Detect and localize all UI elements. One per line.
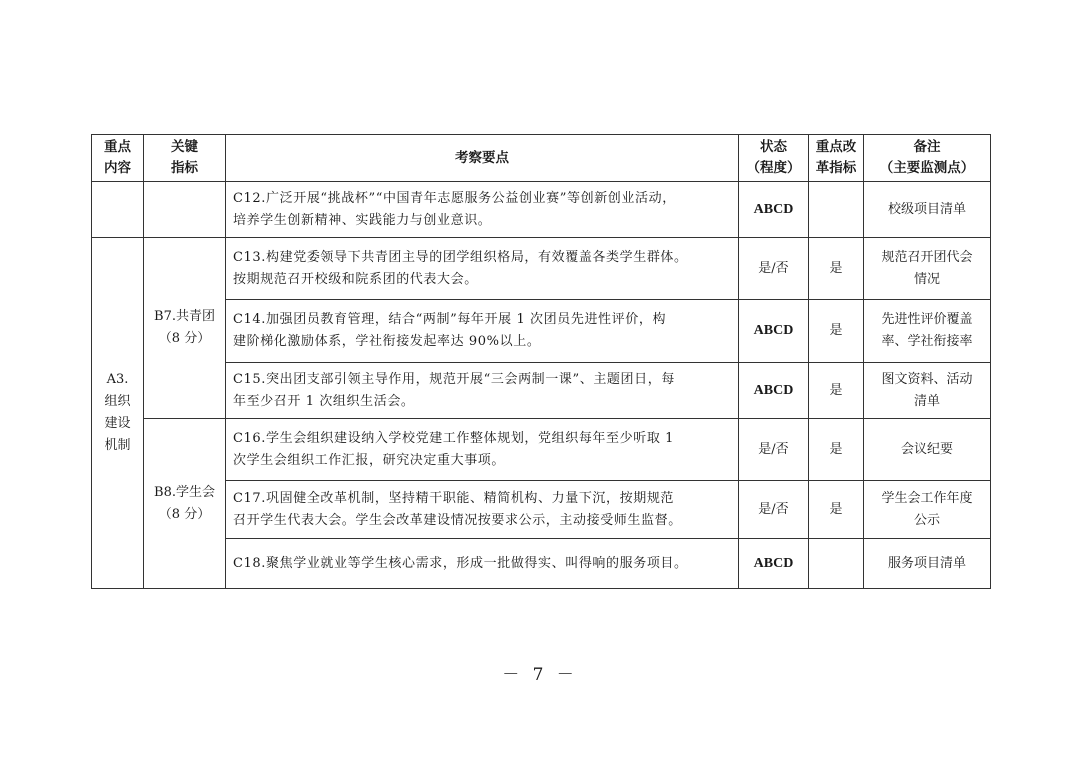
table-row [92,363,991,419]
header-status: 状态 （程度） [739,135,809,182]
table-row [92,481,991,539]
evaluation-table [91,134,991,589]
inspection-point: C14.加强团员教育管理，结合“两制”每年开展 1 次团员先进性评价，构 建阶梯化激励体系，学社衔接发起率达 90%以上。 [226,300,739,363]
status-value: ABCD [739,182,809,238]
table-row [92,539,991,589]
status-value: 是/否 [739,419,809,481]
table-row [92,238,991,300]
table-row [92,182,991,238]
inspection-point: C12.广泛开展“挑战杯”“中国青年志愿服务公益创业赛”等创新创业活动， 培养学生创新精神、实践能力与创业意识。 [226,182,739,238]
page-number: － 7 － [502,665,578,685]
remark: 服务项目清单 [864,539,991,589]
key-content-a3: A3. 组织 建设 机制 [92,238,144,589]
header-remarks: 备注 （主要监测点） [864,135,991,182]
key-reform-value: 是 [809,363,864,419]
inspection-point: C18.聚焦学业就业等学生核心需求，形成一批做得实、叫得响的服务项目。 [226,539,739,589]
status-value: ABCD [739,363,809,419]
empty-cell [144,182,226,238]
remark: 图文资料、活动 清单 [864,363,991,419]
remark: 先进性评价覆盖 率、学社衔接率 [864,300,991,363]
table-row [92,300,991,363]
remark: 校级项目清单 [864,182,991,238]
header-key-content: 重点 内容 [92,135,144,182]
status-value: ABCD [739,539,809,589]
empty-cell [92,182,144,238]
key-reform-value: 是 [809,238,864,300]
status-value: ABCD [739,300,809,363]
key-reform-value: 是 [809,481,864,539]
status-value: 是/否 [739,481,809,539]
inspection-point: C16.学生会组织建设纳入学校党建工作整体规划，党组织每年至少听取 1 次学生会组织工作汇报，研究决定重大事项。 [226,419,739,481]
remark: 规范召开团代会 情况 [864,238,991,300]
header-key-reform: 重点改 革指标 [809,135,864,182]
remark: 学生会工作年度 公示 [864,481,991,539]
key-reform-value: 是 [809,419,864,481]
header-inspection-points: 考察要点 [226,135,739,182]
status-value: 是/否 [739,238,809,300]
indicator-b8: B8.学生会 （8 分） [144,419,226,589]
remark: 会议纪要 [864,419,991,481]
table-row [92,419,991,481]
key-reform-value: 是 [809,300,864,363]
key-reform-value [809,182,864,238]
inspection-point: C15.突出团支部引领主导作用，规范开展“三会两制一课”、主题团日，每 年至少召开 1 次组织生活会。 [226,363,739,419]
key-reform-value [809,539,864,589]
inspection-point: C13.构建党委领导下共青团主导的团学组织格局，有效覆盖各类学生群体。 按期规范召开校级和院系团的代表大会。 [226,238,739,300]
indicator-b7: B7.共青团 （8 分） [144,238,226,419]
table-header-row [92,135,991,182]
inspection-point: C17.巩固健全改革机制，坚持精干职能、精简机构、力量下沉，按期规范 召开学生代表大会。学生会改革建设情况按要求公示，主动接受师生监督。 [226,481,739,539]
header-key-indicator: 关键 指标 [144,135,226,182]
